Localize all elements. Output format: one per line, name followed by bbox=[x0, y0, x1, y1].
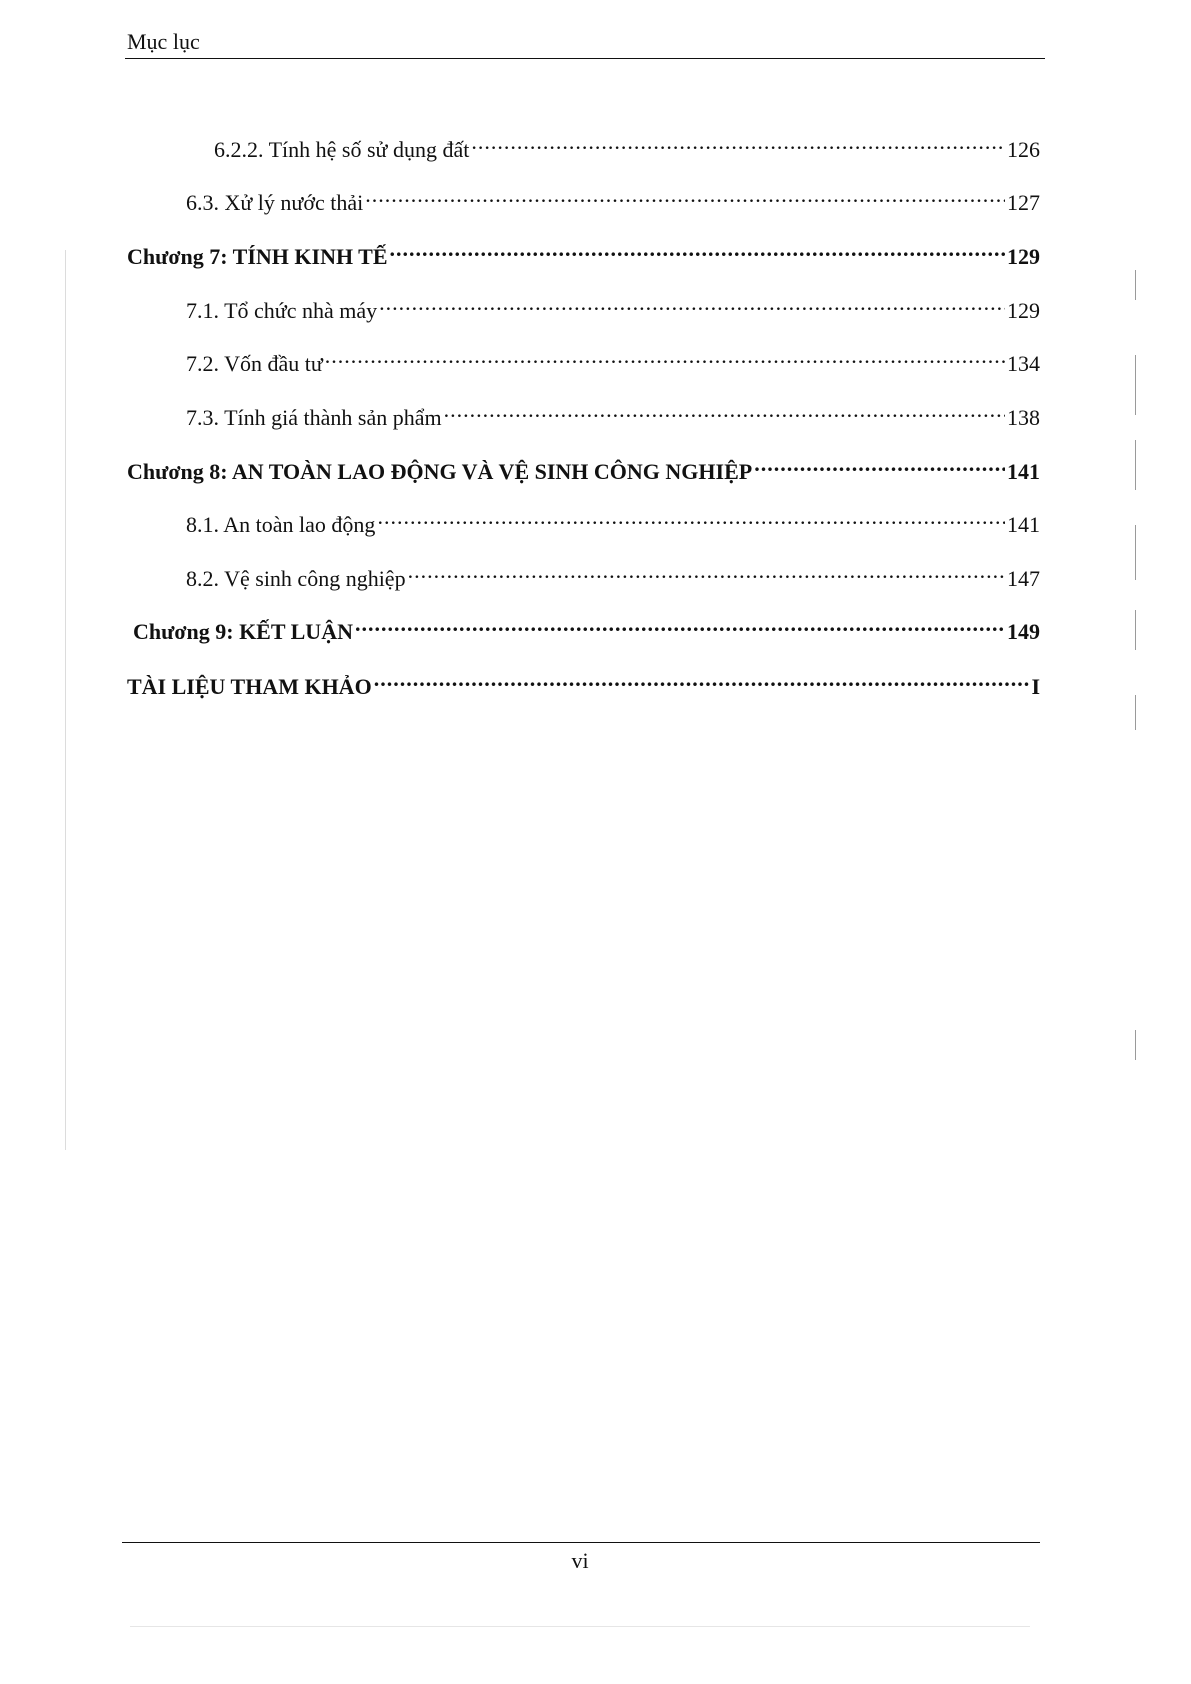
toc-entry-label: 7.1. Tổ chức nhà máy bbox=[186, 298, 378, 323]
scan-artifact bbox=[1135, 355, 1136, 415]
scan-artifact bbox=[1135, 610, 1136, 650]
toc-entry[interactable] bbox=[186, 395, 1040, 430]
scan-artifact bbox=[1135, 1030, 1136, 1060]
toc-dot-leader bbox=[754, 449, 1005, 479]
toc-entry-page: 147 bbox=[1007, 566, 1040, 591]
toc-entry-label: 7.3. Tính giá thành sản phẩm bbox=[186, 405, 442, 430]
scan-artifact bbox=[1135, 270, 1136, 300]
toc-entry-page: 141 bbox=[1007, 512, 1040, 537]
toc-entry-label: 8.2. Vệ sinh công nghiệp bbox=[186, 566, 406, 591]
footer-divider bbox=[122, 1542, 1040, 1543]
scan-artifact bbox=[1135, 695, 1136, 730]
toc-dot-leader bbox=[377, 502, 1005, 532]
toc-entry-label: Chương 9: KẾT LUẬN bbox=[133, 619, 353, 644]
toc-dot-leader bbox=[444, 395, 1005, 425]
toc-entry-page: 126 bbox=[1007, 137, 1040, 162]
toc-chapter-entry[interactable] bbox=[127, 449, 1040, 484]
header-divider bbox=[125, 58, 1045, 59]
toc-entry[interactable] bbox=[186, 180, 1040, 215]
toc-entry-page: 134 bbox=[1007, 351, 1040, 376]
toc-dot-leader bbox=[379, 288, 1005, 318]
toc-entry-label: Chương 8: AN TOÀN LAO ĐỘNG VÀ VỆ SINH CÔNG NGHIỆP bbox=[127, 459, 753, 484]
toc-chapter-entry[interactable] bbox=[133, 609, 1040, 644]
toc-dot-leader bbox=[408, 556, 1005, 586]
toc-entry-label: 6.3. Xử lý nước thải bbox=[186, 190, 364, 215]
toc-chapter-entry[interactable] bbox=[127, 664, 1040, 699]
toc-dot-leader bbox=[325, 341, 1005, 371]
scan-artifact bbox=[130, 1626, 1030, 1627]
toc-entry[interactable] bbox=[186, 288, 1040, 323]
toc-dot-leader bbox=[355, 609, 1005, 639]
scan-artifact bbox=[1135, 525, 1136, 580]
toc-entry-page: 129 bbox=[1007, 244, 1040, 269]
scan-artifact bbox=[65, 250, 66, 1150]
page-number: vi bbox=[571, 1548, 589, 1573]
scan-artifact bbox=[1135, 440, 1136, 490]
toc-entry[interactable] bbox=[186, 556, 1040, 591]
toc-entry[interactable] bbox=[186, 502, 1040, 537]
toc-dot-leader bbox=[390, 234, 1005, 264]
toc-entry-page: 138 bbox=[1007, 405, 1040, 430]
toc-entry[interactable] bbox=[214, 127, 1040, 162]
toc-dot-leader bbox=[365, 180, 1005, 210]
toc-entry-label: 8.1. An toàn lao động bbox=[186, 512, 376, 537]
toc-entry-label: 6.2.2. Tính hệ số sử dụng đất bbox=[214, 137, 470, 162]
toc-entry-label: Chương 7: TÍNH KINH TẾ bbox=[127, 244, 388, 269]
toc-entry-page: I bbox=[1031, 674, 1040, 699]
toc-chapter-entry[interactable] bbox=[127, 234, 1040, 269]
toc-dot-leader bbox=[471, 127, 1005, 157]
toc-dot-leader bbox=[374, 664, 1030, 694]
toc-entry-page: 127 bbox=[1007, 190, 1040, 215]
toc-entry-page: 141 bbox=[1007, 459, 1040, 484]
toc-entry-page: 129 bbox=[1007, 298, 1040, 323]
toc-entry-label: 7.2. Vốn đầu tư bbox=[186, 351, 323, 376]
toc-entry-page: 149 bbox=[1007, 619, 1040, 644]
page-header-title: Mục lục bbox=[127, 29, 200, 54]
toc-entry-label: TÀI LIỆU THAM KHẢO bbox=[127, 674, 372, 699]
toc-entry[interactable] bbox=[186, 341, 1040, 376]
